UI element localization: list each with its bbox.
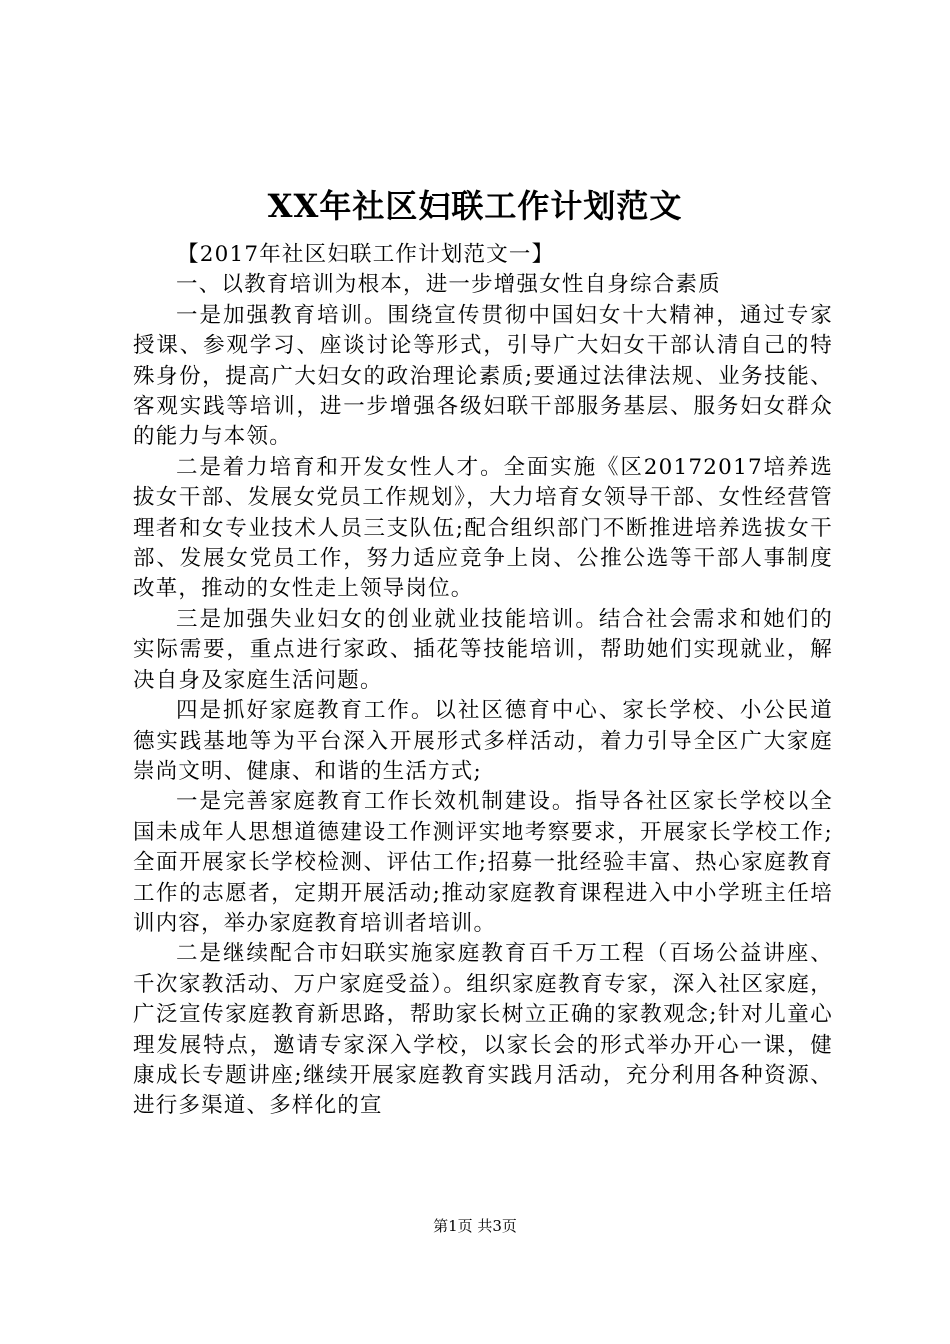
- paragraph: 二是着力培育和开发女性人才。全面实施《区20172017培养选拔女干部、发展女党员工作规划》，大力培育女领导干部、女性经营管理者和女专业技术人员三支队伍;配合组织部门不断推进培养选拔女干部、发展女党员工作，努力适应竞争上岗、公推公选等干部人事制度改革，推动的女性走上领导岗位。: [133, 454, 833, 602]
- paragraph: 一是完善家庭教育工作长效机制建设。指导各社区家长学校以全国未成年人思想道德建设工作测评实地考察要求，开展家长学校工作;全面开展家长学校检测、评估工作;招募一批经验丰富、热心家庭教育工作的志愿者，定期开展活动;推动家庭教育课程进入中小学班主任培训内容，举办家庭教育培训者培训。: [133, 789, 833, 936]
- paragraph: 四是抓好家庭教育工作。以社区德育中心、家长学校、小公民道德实践基地等为平台深入开展形式多样活动，着力引导全区广大家庭崇尚文明、健康、和谐的生活方式;: [133, 698, 833, 784]
- paragraph: 一是加强教育培训。围绕宣传贯彻中国妇女十大精神，通过专家授课、参观学习、座谈讨论等形式，引导广大妇女干部认清自己的特殊身份，提高广大妇女的政治理论素质;要通过法律法规、业务技能、客观实践等培训，进一步增强各级妇联干部服务基层、服务妇女群众的能力与本领。: [133, 302, 833, 450]
- paragraph-section-heading: 一、以教育培训为根本，进一步增强女性自身综合素质: [176, 272, 721, 298]
- document-body: [133, 240, 833, 1122]
- document-subtitle: 【2017年社区妇联工作计划范文一】: [177, 242, 555, 267]
- paragraph: 二是继续配合市妇联实施家庭教育百千万工程（百场公益讲座、千次家教活动、万户家庭受益）。组织家庭教育专家，深入社区家庭，广泛宣传家庭教育新思路，帮助家长树立正确的家教观念;针对儿童心理发展特点，邀请专家深入学校，以家长会的形式举办开心一课，健康成长专题讲座;继续开展家庭教育实践月活动，充分利用各种资源、进行多渠道、多样化的宣: [133, 941, 833, 1119]
- page-number-footer: 第1页 共3页: [433, 1217, 517, 1235]
- document-title: XX年社区妇联工作计划范文: [267, 187, 683, 225]
- paragraph: 三是加强失业妇女的创业就业技能培训。结合社会需求和她们的实际需要，重点进行家政、插花等技能培训，帮助她们实现就业，解决自身及家庭生活问题。: [133, 606, 833, 693]
